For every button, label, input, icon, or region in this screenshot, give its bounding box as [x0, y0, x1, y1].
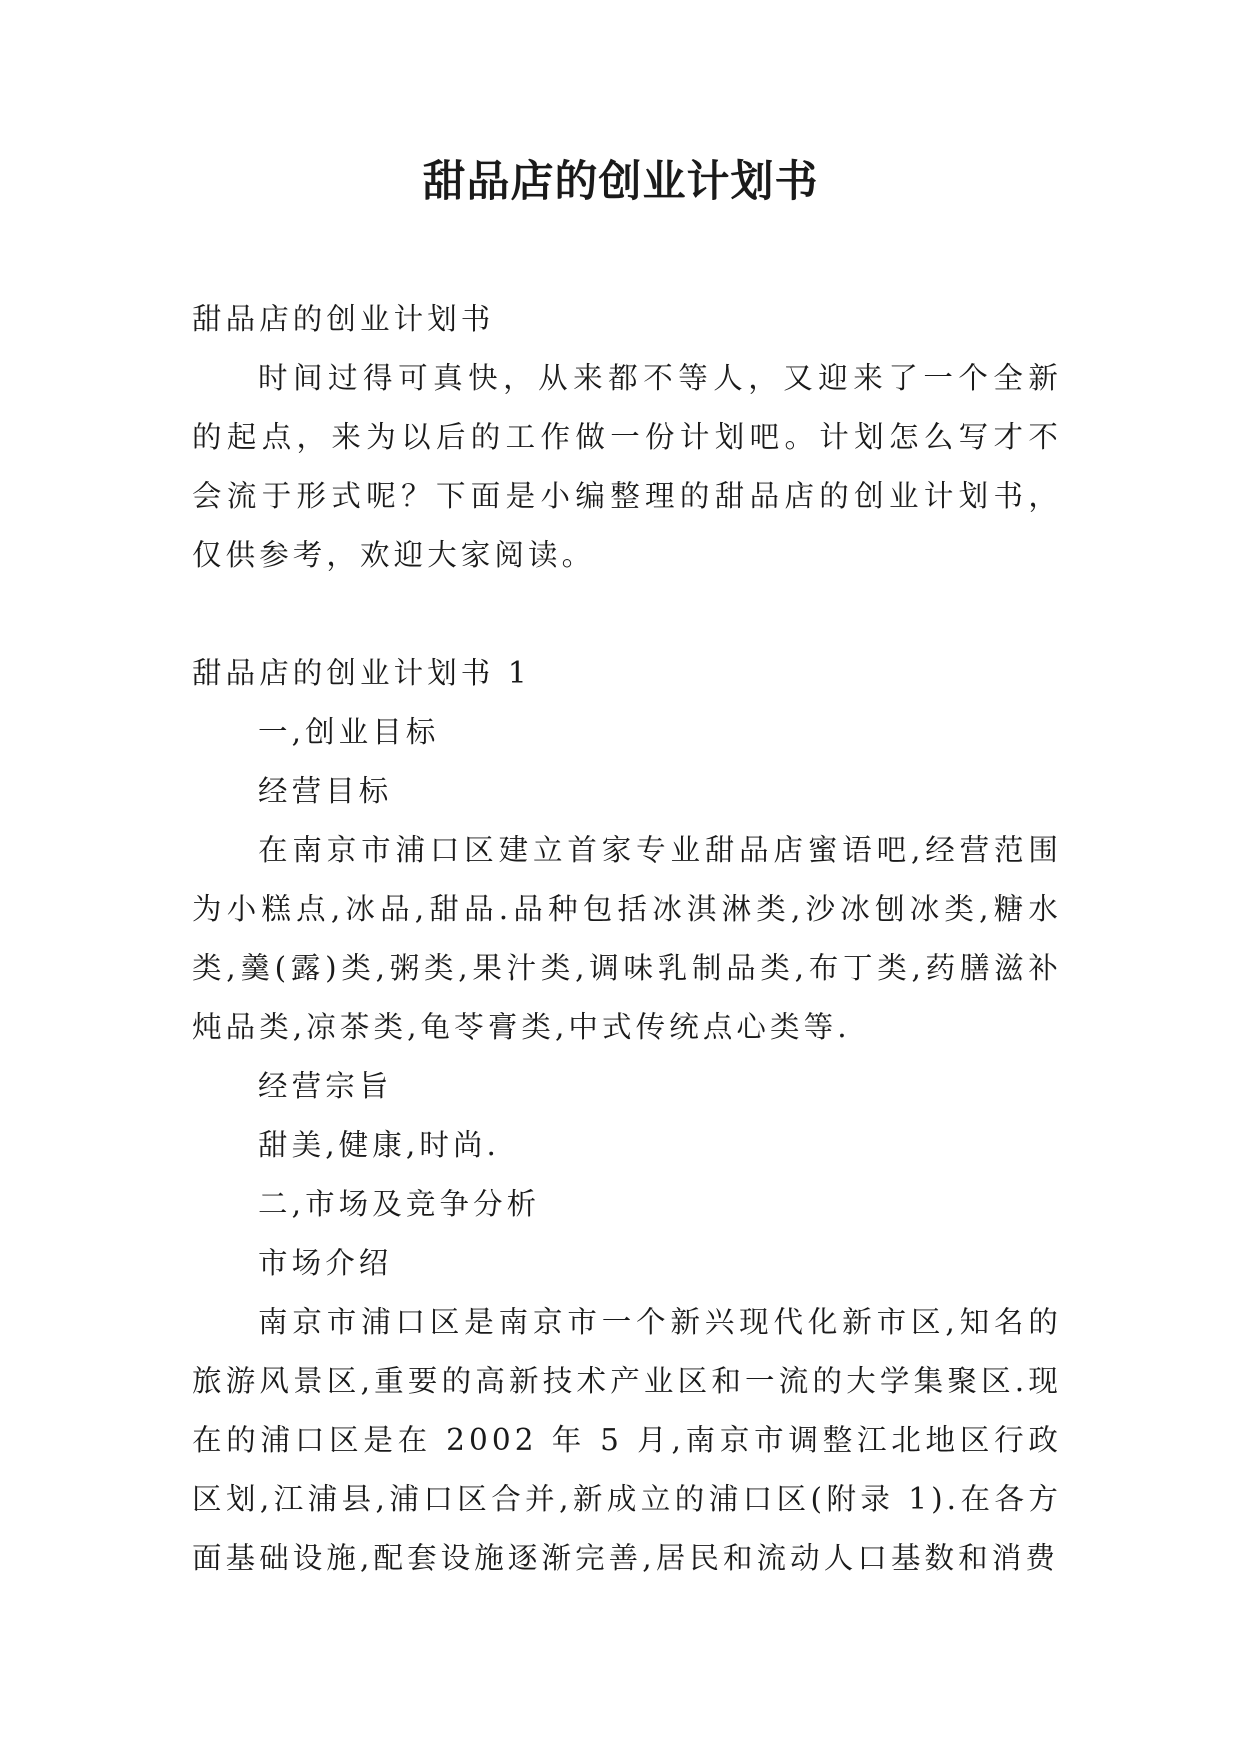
document-subtitle: 甜品店的创业计划书: [192, 302, 495, 336]
heading-startup-goals: 一,创业目标: [258, 715, 440, 749]
market-intro-paragraph: 南京市浦口区是南京市一个新兴现代化新市区,知名的旅游风景区,重要的高新技术产业区和一流的大学集聚区.现在的浦口区是在 2002 年 5 月,南京市调整江北地区行政区划,江浦县,浦口区合并,新成立的浦口区(附录 1).在各方面基础设施,配套设施逐渐完善,居民和流动人口基数和消费: [192, 1305, 1062, 1575]
document-title: 甜品店的创业计划书: [422, 157, 819, 207]
intro-paragraph: 时间过得可真快，从来都不等人，又迎来了一个全新的起点，来为以后的工作做一份计划吧。计划怎么写才不会流于形式呢？下面是小编整理的甜品店的创业计划书，仅供参考，欢迎大家阅读。: [192, 361, 1062, 572]
heading-market-analysis: 二,市场及竞争分析: [258, 1187, 541, 1221]
document-body: [192, 290, 1062, 1588]
subheading-business-goals: 经营目标: [258, 774, 393, 808]
business-goals-paragraph: 在南京市浦口区建立首家专业甜品店蜜语吧,经营范围为小糕点,冰品,甜品.品种包括冰淇淋类,沙冰刨冰类,糖水类,羹(露)类,粥类,果汁类,调味乳制品类,布丁类,药膳滋补炖品类,凉茶类,龟苓膏类,中式传统点心类等.: [192, 833, 1063, 1044]
subheading-business-purpose: 经营宗旨: [258, 1069, 393, 1103]
section-title: 甜品店的创业计划书 1: [192, 656, 531, 690]
business-purpose-paragraph: 甜美,健康,时尚.: [258, 1128, 501, 1162]
subheading-market-intro: 市场介绍: [258, 1246, 393, 1280]
